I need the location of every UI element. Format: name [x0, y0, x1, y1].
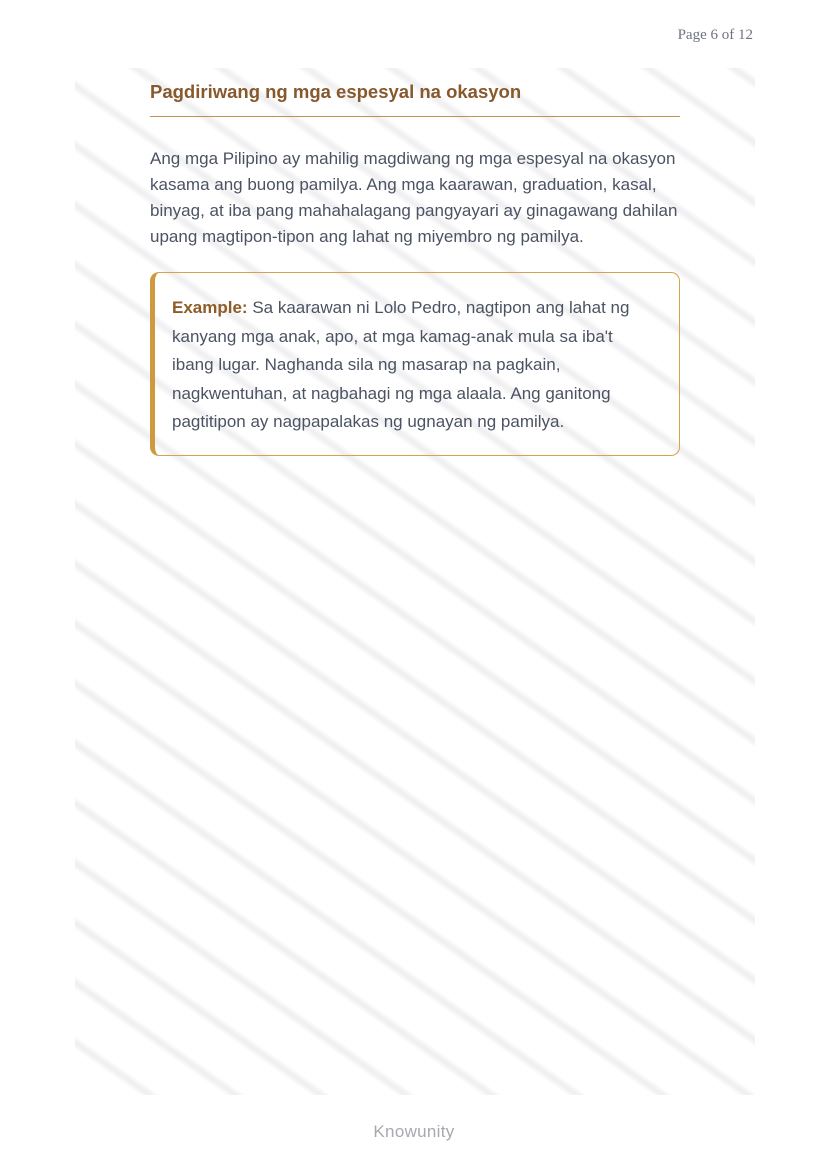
example-text: Sa kaarawan ni Lolo Pedro, nagtipon ang lahat ng kanyang mga anak, apo, at mga kamag-anak mula sa iba't ibang lugar. Naghanda sila ng masarap na pagkain, nagkwentuhan, at nagbahagi ng mga alaala. Ang ganitong pagtitipon ay nagpapalakas ng ugnayan ng pamilya. [172, 298, 630, 431]
footer-brand: Knowunity [373, 1122, 455, 1141]
body-paragraph: Ang mga Pilipino ay mahilig magdiwang ng mga espesyal na okasyon kasama ang buong pamilya. Ang mga kaarawan, graduation, kasal, binyag, at iba pang mahahalagang pangyayari ay ginagawang dahilan upang magtipon-tipon ang lahat ng miyembro ng pamilya. [150, 149, 678, 246]
page-indicator: Page 6 of 12 [677, 27, 753, 43]
title-divider [150, 116, 680, 117]
section-title: Pagdiriwang ng mga espesyal na okasyon [150, 81, 522, 102]
example-label: Example: [172, 298, 248, 317]
document-page [75, 68, 755, 1095]
example-box [150, 272, 680, 456]
example-paragraph [172, 294, 659, 437]
